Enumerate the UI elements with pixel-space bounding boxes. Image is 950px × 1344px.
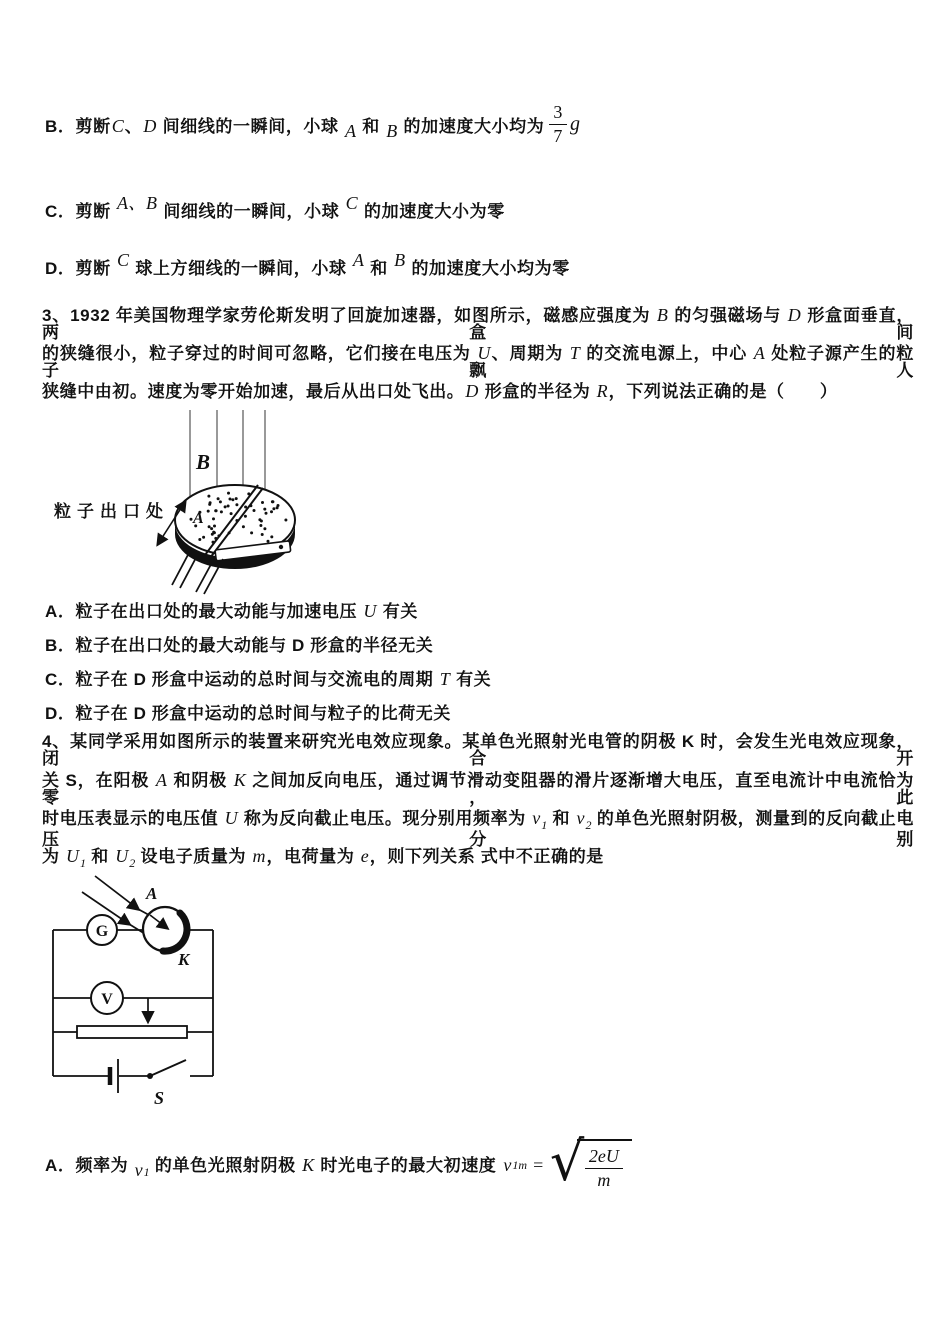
galvanometer (87, 915, 117, 945)
fraction-3-7-g: $\frac{3}{7}$ g (549, 101, 581, 147)
anode-label: A (146, 884, 158, 903)
battery (110, 1059, 118, 1093)
q3-option-c: C．粒子在 D 形盒中运动的总时间与交流电的周期 T 有关 (45, 669, 492, 689)
square-root: √ $\frac{2eU}{m}$ (550, 1139, 632, 1191)
dee-disc (172, 485, 295, 594)
voltmeter-label: V (101, 991, 113, 1008)
q4-option-a (45, 1130, 632, 1196)
photoelectric-circuit-figure (38, 866, 233, 1118)
cyclotron-figure (50, 403, 300, 598)
q3-option-d: D．粒子在 D 形盒中运动的总时间与粒子的比荷无关 (45, 704, 451, 723)
particle-exit-label: 粒子出口处 (54, 502, 169, 521)
voltmeter (91, 982, 123, 1014)
q4-option-a-text: A．频率为 $v_1$ 的单色光照射阴极 K 时光电子的最大初速度 (45, 1154, 497, 1180)
q4-stem-line-1: 4、某同学采用如图所示的装置来研究光电效应现象。某单色光照射光电管的阴极 K 时，会发生光电效应现象，闭合开 (42, 732, 914, 768)
q4-stem-line-3: 时电压表显示的电压值 U 称为反向截止电压。现分别用频率为 $v_1$ 和 $v_2$ 的单色光照射阴极，测量到的反向截止电压分别 (42, 808, 914, 849)
photo-tube (143, 907, 187, 951)
rheostat (77, 1026, 187, 1038)
q2-option-c: C．剪断 A、B 间细线的一瞬间，小球 C 的加速度大小为零 (45, 193, 505, 221)
switch-label: S (154, 1088, 165, 1108)
q3-option-a: A．粒子在出口处的最大动能与加速电压 U 有关 (45, 601, 418, 621)
q4-stem-line-4: 为 $U_1$ 和 $U_2$ 设电子质量为 m，电荷量为 e，则下列关系 式中不正确的是 (42, 846, 604, 870)
switch (147, 1060, 186, 1079)
q3-stem-line-2: 的狭缝很小，粒子穿过的时间可忽略，它们接在电压为 U、周期为 T 的交流电源上，中心 A 处粒子源产生的粒子飘人 (42, 343, 914, 380)
center-label-a: A (193, 510, 204, 527)
field-label-b: B (196, 450, 211, 474)
radical-sign: √ (549, 1130, 585, 1194)
q3-option-b: B．粒子在出口处的最大动能与 D 形盒的半径无关 (45, 636, 434, 655)
q4-stem-line-2: 关 S，在阳极 A 和阴极 K 之间加反向电压，通过调节滑动变阻器的滑片逐渐增大电压，直至电流计中电流恰为零，此 (42, 770, 914, 807)
cathode-label: K (178, 950, 190, 969)
max-speed-formula: v 1m = √ $\frac{2eU}{m}$ (502, 1139, 631, 1191)
q3-stem-line-3: 狭缝中由初。速度为零开始加速，最后从出口处飞出。D 形盒的半径为 R，下列说法正确的是（ ） (42, 381, 838, 401)
q2-option-b (45, 95, 581, 153)
q3-stem-line-1: 3、1932 年美国物理学家劳伦斯发明了回旋加速器，如图所示，磁感应强度为 B 的匀强磁场与 D 形盒面垂直，两盒间 (42, 305, 914, 342)
galvanometer-label: G (95, 923, 109, 940)
q2-option-d: D．剪断 C 球上方细线的一瞬间，小球 A 和 B 的加速度大小均为零 (45, 250, 570, 278)
q2-option-b-text: B．剪断C、D 间细线的一瞬间，小球 A 和 B 的加速度大小均为 (45, 115, 545, 141)
